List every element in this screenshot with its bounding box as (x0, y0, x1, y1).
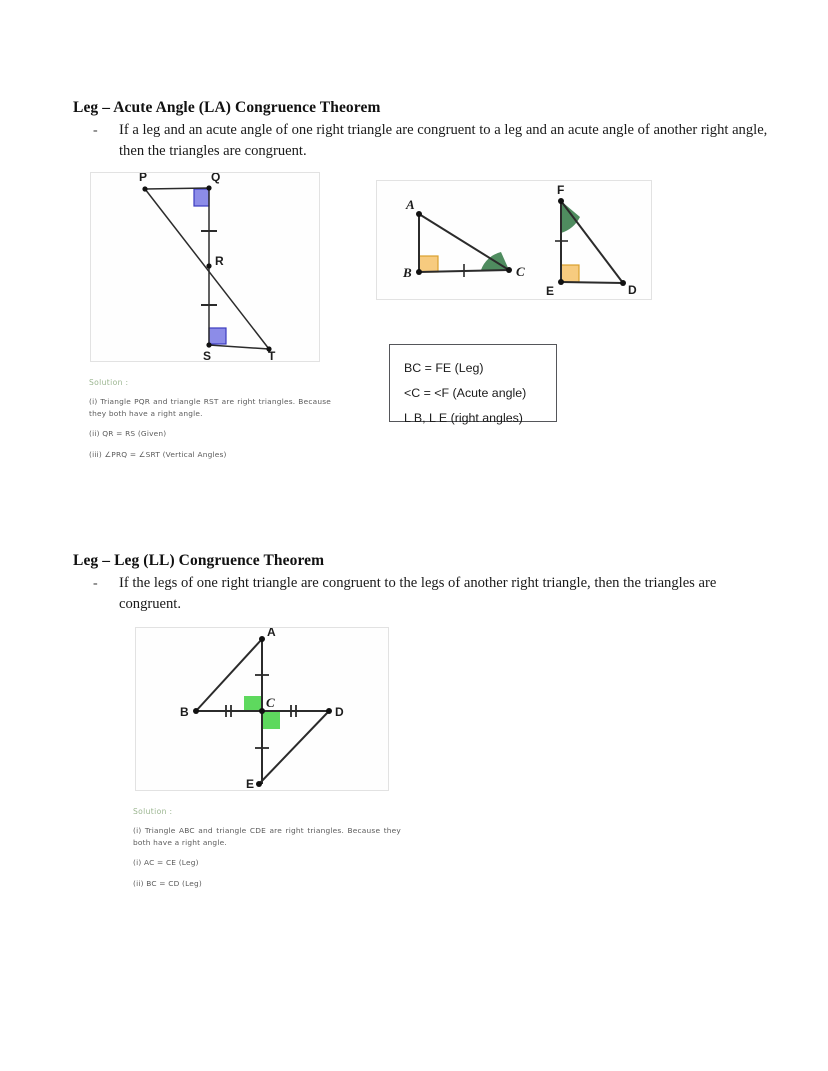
vertex-a (416, 211, 422, 217)
segment-pt (145, 189, 269, 349)
vertex-e (558, 279, 564, 285)
label-p: P (139, 173, 148, 184)
bullet-marker-la: - (93, 123, 98, 138)
solution-block-la (89, 378, 331, 460)
solution-para-ll-1: (i) Triangle ABC and triangle CDE are right triangles. Because they both have a right angle. (133, 826, 401, 847)
fact-line-2: <C = <F (Acute angle) (404, 386, 527, 400)
label-q: Q (211, 173, 221, 184)
segment-pq (145, 188, 209, 189)
triangle-abc-fed-figure (376, 180, 652, 300)
label-e: E (546, 284, 555, 298)
triangle-abc-cde-figure (135, 627, 389, 791)
right-angle-marker-c-lower-right (262, 711, 280, 729)
vertex-b (193, 708, 199, 714)
solution-para-la-2: (ii) QR = RS (Given) (89, 429, 167, 438)
section-heading-la: Leg – Acute Angle (LA) Congruence Theorem (73, 99, 381, 116)
pqrst-svg (91, 173, 319, 361)
label-b: B (403, 265, 412, 280)
bullet-marker-ll: - (93, 576, 98, 591)
vertex-r (206, 263, 211, 268)
vertex-d (620, 280, 626, 286)
segment-st (209, 345, 269, 349)
vertex-b (416, 269, 422, 275)
vertex-d (326, 708, 332, 714)
right-angle-marker-s (209, 328, 226, 344)
fact-line-1: BC = FE (Leg) (404, 361, 484, 375)
label-b: B (180, 705, 189, 719)
bullet-ll (93, 573, 773, 615)
bullet-text-ll: If the legs of one right triangle are congruent to the legs of another right triangle, then the triangles are congruent. (119, 575, 717, 612)
label-e: E (246, 777, 255, 790)
solution-label-ll: Solution : (133, 807, 173, 816)
label-s: S (203, 349, 212, 361)
segment-ed (561, 282, 623, 283)
label-c: C (516, 264, 525, 279)
solution-label-la: Solution : (89, 378, 129, 387)
label-f: F (557, 183, 565, 197)
right-angle-marker-b (419, 256, 438, 272)
section-heading-ll: Leg – Leg (LL) Congruence Theorem (73, 552, 325, 569)
solution-para-ll-3: (ii) BC = CD (Leg) (133, 878, 203, 888)
vertex-c (259, 708, 265, 714)
label-c: C (266, 695, 275, 710)
triangle-pqr-rst-figure (90, 172, 320, 362)
abc-cde-svg (136, 628, 388, 790)
right-angle-marker-q (194, 189, 209, 206)
vertex-c (506, 267, 512, 273)
label-r: R (215, 254, 224, 268)
label-t: T (268, 349, 276, 361)
fact-line-3: L B, L E (right angles) (404, 411, 523, 425)
label-d: D (628, 283, 637, 297)
vertex-p (142, 186, 147, 191)
solution-para-ll-2: (i) AC = CE (Leg) (133, 858, 199, 867)
vertex-q (206, 185, 211, 190)
solution-para-la-1: (i) Triangle PQR and triangle RST are right triangles. Because they both have a right angle. (89, 397, 331, 418)
label-d: D (335, 705, 344, 719)
bullet-text-la: If a leg and an acute angle of one right triangle are congruent to a leg and an acute angle of another right angle, then the triangles are congruent. (119, 122, 768, 159)
label-a: A (406, 197, 415, 212)
right-angle-marker-e (561, 265, 579, 282)
solution-para-la-3: (iii) ∠PRQ = ∠SRT (Vertical Angles) (89, 449, 227, 459)
vertex-e (256, 781, 262, 787)
vertex-a (259, 636, 265, 642)
label-a: A (267, 628, 276, 639)
vertex-s (206, 342, 211, 347)
solution-block-ll (133, 807, 401, 889)
bullet-la (93, 120, 773, 162)
fact-box (389, 344, 557, 425)
abc-fed-svg (377, 181, 651, 299)
vertex-f (558, 198, 564, 204)
right-angle-marker-c-upper-left (244, 696, 262, 711)
